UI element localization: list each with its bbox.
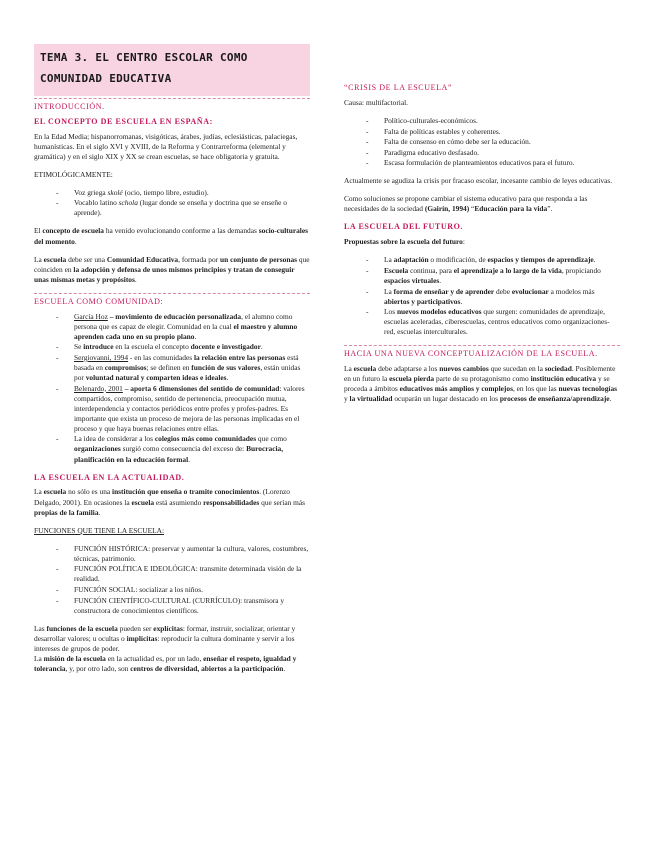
list-item: - Falta de consenso en cómo debe ser la educación. [344,137,620,147]
crisis-list [344,116,620,168]
funciones-list [34,544,310,616]
list-item: - La adaptación o modificación, de espacios y tiempos de aprendizaje. [344,255,620,265]
history-text: En la Edad Media; hispanorromanas, visigóticas, árabes, judías, eclesiásticas, palaciegas, humanísticas. En el siglo XVI y XVIII, de la Reforma y Contrarreforma (elemental y gramática) y en el siglo XIX y XX se crean escuelas, se hace obligatoria y gratuita. [34,131,298,161]
propuestas-list [344,255,620,337]
list-item: - Vocablo latino schola (lugar donde se enseña y doctrina que se enseñe o aprende). [34,198,310,218]
hacia-heading: HACIA UNA NUEVA CONCEPTUALIZACIÓN DE LA ESCUELA. [344,349,598,359]
list-item: - Belenardo, 2001 – aporta 6 dimensiones del sentido de comunidad: valores compartidos, compromiso, sentido de pertenencia, preocupación mutua, interdependencia y contactos periódicos entre profes y profes-padres. Es importante que exista un proceso de mejora de las personas implicadas en el proceso y que haya buenas relaciones entre ellas. [34,384,310,434]
funciones-text: Las funciones de la escuela pueden ser explícitas: formar, instruir, socializar, orientar y desarrollar valores; u ocultas o implícitas: reproducir la cultura dominante y servir a los intereses de grupos de poder. [34,623,296,653]
intro-heading: INTRODUCCIÓN. [34,101,105,111]
escuela-comunidad-heading: ESCUELA COMO COMUNIDAD: [34,296,164,306]
causa-text: Causa: multifactorial. [344,97,409,107]
right-column [344,80,620,413]
concept-heading: EL CONCEPTO DE ESCUELA EN ESPAÑA: [34,116,213,126]
community-text: La escuela debe ser una Comunidad Educativa, formada por un conjunto de personas que coinciden en la adopción y defensa de unos mismos principios y tratan de conseguir unas mismas metas y propósitos. [34,254,310,284]
escuela-comunidad-list [34,312,310,465]
list-item: - Escuela continua, para el aprendizaje a lo largo de la vida, propiciando espacios virtuales. [344,266,620,286]
list-item: - Escasa formulación de planteamientos educativos para el futuro. [344,158,620,168]
list-item: - La idea de considerar a los colegios más como comunidades que como organizaciones surgió como consecuencia del exceso de: Burocracia, planificación en la educación formal. [34,434,310,464]
list-item: - García Hoz – movimiento de educación personalizada, el alumno como persona que es capaz de elegir. Comunidad en la cual el maestro y alumno aprenden cada uno en su propio plano. [34,312,310,342]
list-item: - Sergiovanni, 1994 - en las comunidades la relación entre las personas está basada en compromisos; se definen en función de sus valores, están unidas por voluntad natural y comparten ideas e ideales. [34,353,310,383]
list-item: - Se introduce en la escuela el concepto docente e investigador. [34,342,310,352]
list-item: - Los nuevos modelos educativos que surgen: comunidades de aprendizaje, escuelas aceleradas, ciberescuelas, centros educativos como organizaciones-red, escuelas interculturales. [344,307,620,337]
hacia-text: La escuela debe adaptarse a los nuevos cambios que sucedan en la sociedad. Posiblemente en un futuro la escuela pierda parte de su protagonismo como institución educativa y se proceda a ámbitos educativos más amplios y complejos, en los que las nuevas tecnologías y la virtualidad ocuparán un lugar destacado en los procesos de enseñanza/aprendizaje. [344,364,618,404]
funciones-heading: FUNCIONES QUE TIENE LA ESCUELA: [34,525,165,535]
list-item: - FUNCIÓN SOCIAL: socializar a los niños. [34,585,310,595]
list-item: - Político-culturales-económicos. [344,116,620,126]
divider [344,345,620,346]
list-item: - FUNCIÓN CIENTÍFICO-CULTURAL (CURRÍCULO): transmisora y constructora de conocimientos científicos. [34,596,310,616]
actualidad-heading: LA ESCUELA EN LA ACTUALIDAD. [34,472,185,482]
futuro-heading: LA ESCUELA DEL FUTURO. [344,222,464,232]
list-item: - Falta de políticas estables y coherentes. [344,127,620,137]
divider [34,98,310,99]
page-title-line1: TEMA 3. EL CENTRO ESCOLAR COMO [40,51,248,64]
crisis-heading: “CRISIS DE LA ESCUELA” [344,83,453,92]
title-banner [34,44,310,96]
page-title-line2: COMUNIDAD EDUCATIVA [40,71,172,85]
etym-list [34,188,310,219]
list-item: - FUNCIÓN HISTÓRICA: preservar y aumentar la cultura, valores, costumbres, técnicas, patrimonio. [34,544,310,564]
propuestas-heading: Propuestas sobre la escuela del futuro: [344,237,465,247]
list-item: - Paradigma educativo desfasado. [344,148,620,158]
left-column [34,44,310,682]
actualidad-text: La escuela no sólo es una institución que enseña o tramite conocimientos. (Lorenzo Delgado, 2001). En ocasiones la escuela está asumiendo responsabilidades que serían más propias de la familia. [34,487,306,517]
mision-text: La misión de la escuela en la actualidad es, por un lado, enseñar el respeto, igualdad y tolerancia, y, por otro lado, son centros de diversidad, abiertos a la participación. [34,653,297,673]
list-item: - La forma de enseñar y de aprender debe evolucionar a modelos más abiertos y participativos. [344,287,620,307]
soluciones-text: Como soluciones se propone cambiar el sistema educativo para que responda a las necesidades de la sociedad (Gairín, 1994) “Educación para la vida”. [344,194,588,214]
evolution-text: El concepto de escuela ha venido evolucionando conforme a las demandas socio-culturales del momento. [34,226,309,246]
divider [34,293,310,294]
agudiza-text: Actualmente se agudiza la crisis por fracaso escolar, incesante cambio de leyes educativas. [344,176,613,186]
list-item: - FUNCIÓN POLÍTICA E IDEOLÓGICA: transmite determinada visión de la realidad. [34,564,310,584]
etym-heading: ETIMOLÓGICAMENTE: [34,169,113,179]
list-item: - Voz griega skolé (ocio, tiempo libre, estudio). [34,188,310,198]
